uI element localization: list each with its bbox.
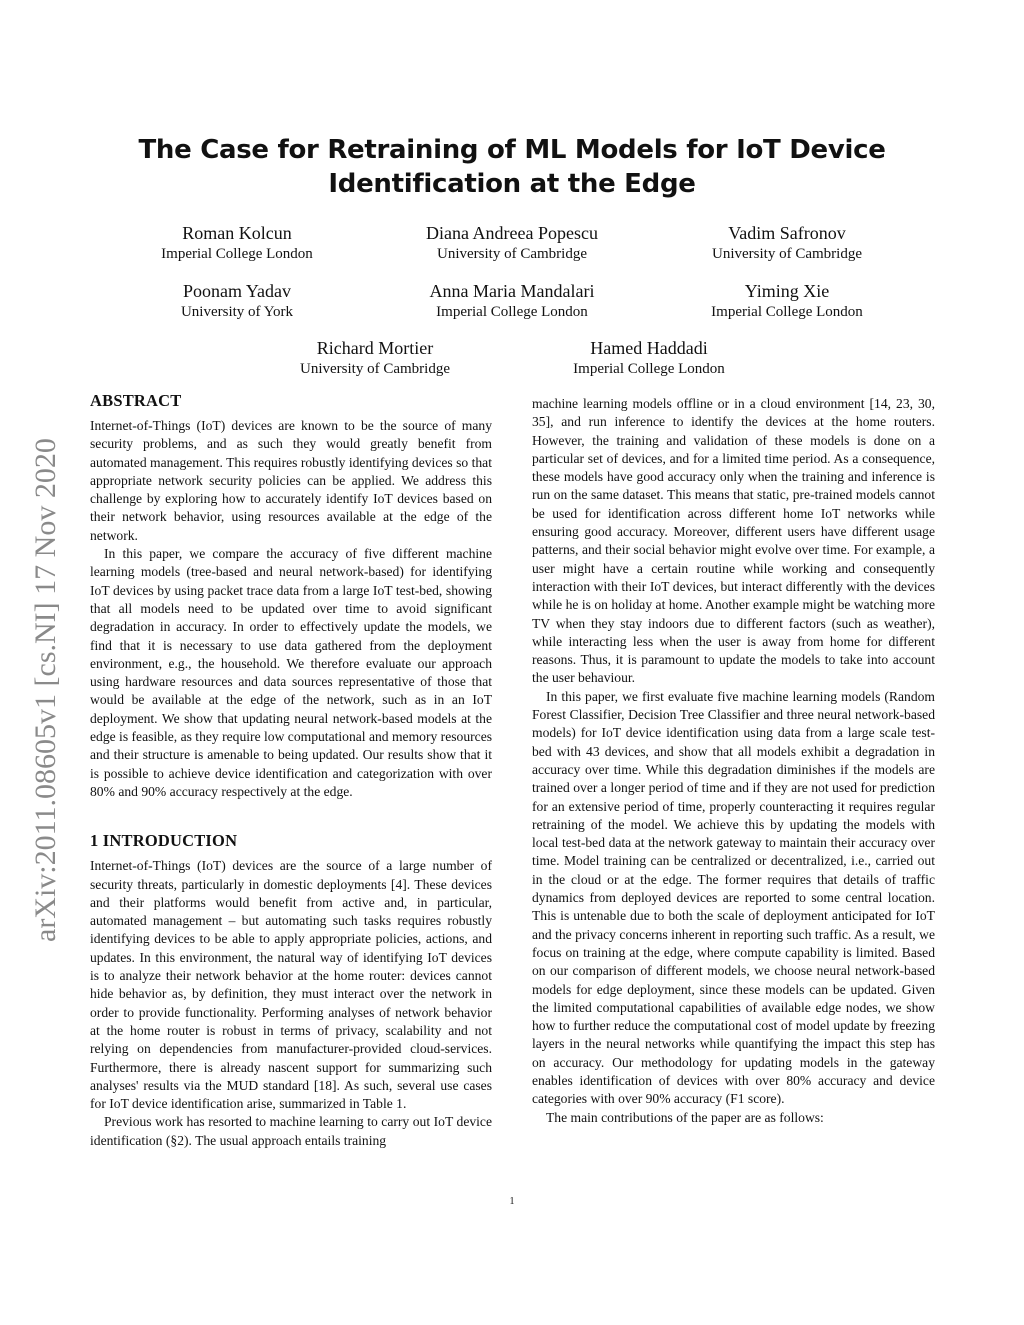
author-affiliation: Imperial College London	[161, 246, 313, 262]
section-heading-introduction: 1 INTRODUCTION	[90, 831, 238, 851]
author-affiliation: University of Cambridge	[437, 246, 587, 262]
arxiv-stamp: arXiv:2011.08605v1 [cs.NI] 17 Nov 2020	[29, 438, 62, 942]
author-name: Diana Andreea Popescu	[426, 223, 598, 243]
author-block	[534, 337, 764, 379]
author-name: Yiming Xie	[744, 281, 830, 301]
author-block	[122, 222, 352, 264]
author-block	[672, 222, 902, 264]
left-column	[90, 391, 492, 1150]
author-name: Roman Kolcun	[182, 223, 292, 243]
author-affiliation: Imperial College London	[436, 304, 588, 320]
abstract-heading: ABSTRACT	[90, 391, 182, 410]
author-name: Poonam Yadav	[182, 281, 291, 301]
abstract-paragraph: Internet-of-Things (IoT) devices are known to be the source of many security problems, and as such they would greatly benefit from automated management. This requires robustly identifying devices so that appropriate network security policies can be applied. We address this challenge by exploring how to accurately identify IoT devices based on their network behavior, using resources available at the edge of the network.	[90, 418, 492, 543]
paper-title: The Case for Retraining of ML Models for IoT Device Identification at the Edge	[138, 135, 886, 199]
author-name: Anna Maria Mandalari	[429, 281, 595, 301]
author-affiliation: Imperial College London	[573, 361, 725, 377]
author-affiliation: University of Cambridge	[712, 246, 862, 262]
author-block	[397, 280, 627, 322]
right-column	[532, 395, 935, 1127]
author-affiliation: University of Cambridge	[300, 361, 450, 377]
abstract-paragraph: In this paper, we compare the accuracy of five different machine learning models (tree-based and neural network-based) for identifying IoT devices by using packet trace data from a large IoT test-bed, showing that all models need to be updated over time to avoid significant degradation in accuracy. In order to effectively update the models, we find that it is necessary to use data gathered from the deployment environment, e.g., the household. We therefore evaluate our approach using hardware resources and data sources representative of those that would be available at the edge of the network, such as in an IoT deployment. We show that updating neural network-based models at the edge is feasible, as they require low computational and memory resources and their structure is amenable to being updated. Our results show that it is possible to achieve device identification and categorization with over 80% and 90% accuracy respectively at the edge.	[90, 546, 493, 799]
author-block	[397, 222, 627, 264]
author-affiliation: Imperial College London	[711, 304, 863, 320]
page-number: 1	[509, 1196, 515, 1207]
body-paragraph: In this paper, we first evaluate five machine learning models (Random Forest Classifier, Decision Tree Classifier and three neural network-based models) for IoT device identification using data from a large scale test-bed with 43 devices, and show that all models exhibit a degradation in accuracy over time. While this degradation diminishes if the models are trained over a longer period of time and if they are not used for prediction for an extensive period of time, properly counteracting it requires regular retraining of the model. We achieve this by updating the models with local test-bed data at the network gateway to maintain their accuracy over time. Model training can be centralized or decentralized, i.e., carried out in the cloud or at the edge. The former requires that details of traffic dynamics from deployed devices are reported to some central location. This is untenable due to both the scale of deployment anticipated for IoT and the privacy concerns inherent in reporting such traffic. As a result, we focus on training at the edge, where compute capability is limited. Based on our comparison of different models, we choose neural network-based models for edge deployment, since these models can be updated. Given the limited computational capabilities of available edge nodes, we show how to further reduce the computational cost of model update by freezing layers in the neural networks while quantifying the impact this step has on accuracy. Our methodology for updating models in the gateway enables identification of devices with over 80% accuracy and device categories with over 90% accuracy (F1 score).	[532, 688, 935, 1107]
body-paragraph: The main contributions of the paper are as follows:	[546, 1109, 824, 1125]
intro-paragraph: Previous work has resorted to machine learning to carry out IoT device identification (§2). The usual approach entails training	[90, 1114, 492, 1148]
author-name: Richard Mortier	[316, 338, 434, 358]
intro-paragraph: Internet-of-Things (IoT) devices are the source of a large number of security threats, particularly in domestic deployments [4]. These devices and their platforms would benefit from active and, in particular, automated management – but automating such tasks requires robustly identifying devices to be able to apply appropriate policies, actions, and updates. In this environment, the natural way of identifying IoT devices is to analyze their network behavior at the home router: devices cannot hide behavior as, by definition, they must interact over the network in order to provide functionality. Performing analyses of network behavior at the home router is robust in terms of privacy, scalability and not relying on dependencies from manufacturer-provided cloud-services. Furthermore, there is already nascent support for summarizing such analyses' results via the MUD standard [18]. As such, several use cases for IoT device identification arise, summarized in Table 1.	[90, 858, 492, 1112]
author-block	[260, 337, 490, 379]
author-affiliation: University of York	[180, 304, 294, 320]
author-block	[122, 280, 352, 322]
author-name: Vadim Safronov	[728, 223, 846, 243]
body-paragraph: machine learning models offline or in a cloud environment [14, 23, 30, 35], and run inference to identify the devices at the home routers. However, the training and validation of these models is done on a particular set of devices, and for a limited time period. As a consequence, these models have good accuracy only when the training and inference is run on the same dataset. This means that static, pre-trained models cannot be used for identification across different home IoT networks while ensuring good accuracy. Moreover, different users have different usage patterns, and their social behavior might evolve over time. For example, a user might have a certain routine while working and consequently interaction with their IoT devices, but interact differently with the devices while he is on holiday at home. Another example might be watching more TV when they stay indoors due to different factors (such as weather), while interacting less when the user is away from home for different reasons. Thus, it is paramount to update the models to take into account the user behaviour.	[532, 396, 935, 686]
author-block	[672, 280, 902, 322]
author-name: Hamed Haddadi	[590, 338, 708, 358]
